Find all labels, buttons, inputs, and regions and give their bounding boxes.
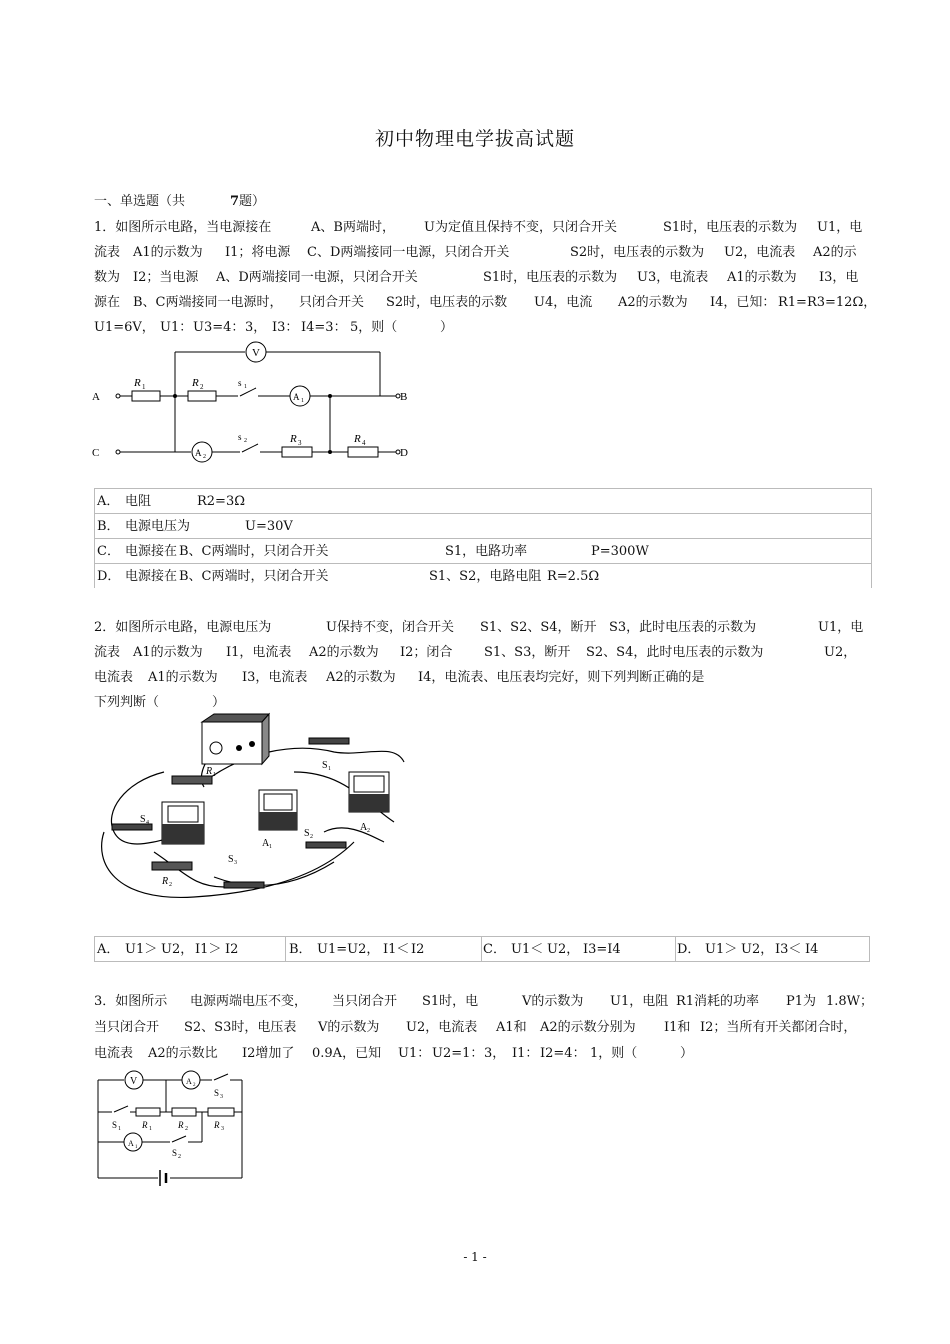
option-text: B、C两端时，只闭合开关 <box>179 544 329 559</box>
svg-text:2: 2 <box>169 882 172 888</box>
q3-text: V的示数为 <box>522 994 584 1009</box>
svg-text:S: S <box>140 814 146 825</box>
svg-text:2: 2 <box>367 828 370 834</box>
q2-text: U1，电 <box>818 620 864 635</box>
svg-text:2: 2 <box>310 834 313 840</box>
option-text: 电源接在 <box>125 569 178 584</box>
svg-text:A: A <box>186 1077 192 1086</box>
svg-text:R: R <box>214 1120 220 1130</box>
q1-text: U4，电流 <box>534 295 593 310</box>
svg-text:1: 1 <box>142 383 146 391</box>
option-text: U=30V <box>245 519 293 534</box>
svg-text:3: 3 <box>221 1126 224 1132</box>
q1-text: 数为 <box>94 270 121 285</box>
svg-text:R: R <box>134 377 141 389</box>
q2-option-c[interactable] <box>483 937 676 961</box>
q1-text: 5，则（ <box>350 320 398 335</box>
q3-text: 3， <box>484 1046 506 1061</box>
svg-text:1: 1 <box>301 398 304 404</box>
q2-options <box>94 936 870 962</box>
q1-text: U3=4： <box>193 320 245 335</box>
svg-text:R: R <box>192 377 199 389</box>
svg-text:S: S <box>112 1120 118 1130</box>
svg-text:R: R <box>142 1120 148 1130</box>
svg-text:S: S <box>214 1088 220 1098</box>
svg-text:2: 2 <box>244 438 247 444</box>
svg-text:R: R <box>178 1120 184 1130</box>
q1-option-c[interactable] <box>94 539 872 564</box>
q1-text: ） <box>440 320 454 335</box>
q3-text: 电源两端电压不变， <box>190 994 308 1009</box>
q1-text: U3，电流表 <box>637 270 709 285</box>
q1-text: U1： <box>160 320 193 335</box>
q1-option-b[interactable] <box>94 514 872 539</box>
q2-text: I2；闭合 <box>400 645 453 660</box>
svg-text:1: 1 <box>118 1126 121 1132</box>
q1-circuit-diagram <box>90 338 420 468</box>
svg-text:S: S <box>228 854 234 865</box>
q2-text: 流表 <box>94 645 121 660</box>
option-text: 电源接在 <box>125 544 178 559</box>
svg-text:2: 2 <box>203 454 206 460</box>
q1-text: I1；将电源 <box>225 245 291 260</box>
q3-text: I2=4： <box>540 1046 586 1061</box>
option-text: R2=3Ω <box>197 494 246 509</box>
q1-text: A2的示数为 <box>618 295 688 310</box>
q1-text: I3，电 <box>819 270 859 285</box>
q3-text: 1.8W； <box>826 994 874 1009</box>
svg-text:R: R <box>206 766 213 777</box>
svg-text:1: 1 <box>328 766 331 772</box>
option-text: I2 <box>225 942 239 957</box>
q1-text: S2时，电压表的示数为 <box>570 245 705 260</box>
option-key: B． <box>289 942 312 957</box>
option-key: C． <box>483 942 506 957</box>
option-text: U2， <box>547 942 580 957</box>
svg-text:C: C <box>92 447 100 459</box>
option-text: U1＞ <box>125 942 158 957</box>
q2-apparatus-illustration <box>94 712 414 912</box>
q3-text: A2的示数分别为 <box>540 1020 636 1035</box>
q3-text: I2增加了 <box>242 1046 295 1061</box>
q3-text: 3．如图所示 <box>94 994 168 1009</box>
option-key: D． <box>677 942 701 957</box>
option-text: P=300W <box>591 544 649 559</box>
option-text: B、C两端时，只闭合开关 <box>179 569 329 584</box>
q1-text: 只闭合开关 <box>299 295 365 310</box>
q3-text: I2；当所有开关都闭合时， <box>700 1020 857 1035</box>
q3-text: S1时，电 <box>422 994 479 1009</box>
option-text: S1，电路功率 <box>445 544 528 559</box>
q2-text: U保持不变，闭合开关 <box>326 620 454 635</box>
q3-text: ） <box>680 1046 694 1061</box>
option-text: I2 <box>411 942 425 957</box>
svg-text:1: 1 <box>149 1126 152 1132</box>
q1-option-a[interactable] <box>94 489 872 514</box>
q3-text: I1和 <box>664 1020 691 1035</box>
q1-text: A、D两端接同一电源，只闭合开关 <box>216 270 418 285</box>
q2-text: I4，电流表、电压表均完好，则下列判断正确的是 <box>418 670 705 685</box>
q3-text: R1消耗的功率 <box>676 994 760 1009</box>
option-text: S1、S2，电路电阻 <box>429 569 542 584</box>
q2-text: I3，电流表 <box>242 670 308 685</box>
q3-text: S2、S3时，电压表 <box>184 1020 297 1035</box>
q1-text: U为定值且保持不变，只闭合开关 <box>424 220 617 235</box>
q2-text: A2的示数为 <box>309 645 379 660</box>
svg-text:A: A <box>262 838 270 849</box>
svg-text:A: A <box>293 392 300 402</box>
svg-text:2: 2 <box>193 1083 196 1088</box>
q1-text: 流表 <box>94 245 121 260</box>
q2-text: A1的示数为 <box>133 645 203 660</box>
power-supply-icon <box>202 714 269 764</box>
q1-text: U1，电 <box>817 220 863 235</box>
q1-text: I4=3： <box>301 320 347 335</box>
q1-text: A1的示数为 <box>133 245 203 260</box>
svg-text:A: A <box>128 1139 134 1148</box>
option-text: U1＜ <box>511 942 544 957</box>
svg-text:S: S <box>304 828 310 839</box>
section-count: 7题） <box>230 194 266 209</box>
option-text: 电阻 <box>125 494 152 509</box>
option-text: 电源电压为 <box>125 519 191 534</box>
svg-text:A: A <box>360 822 368 833</box>
svg-text:3: 3 <box>234 860 237 866</box>
q1-text: U2，电流表 <box>724 245 796 260</box>
q1-text: S2时，电压表的示数 <box>386 295 508 310</box>
q1-text: U1=6V， <box>94 320 155 335</box>
svg-text:1: 1 <box>135 1145 138 1150</box>
svg-text:1: 1 <box>244 384 247 390</box>
q1-text: A1的示数为 <box>727 270 797 285</box>
q2-text: S1、S2、S4，断开 <box>480 620 597 635</box>
q1-text: R1=R3=12Ω， <box>778 295 877 310</box>
ammeter-a2-icon <box>349 772 389 812</box>
svg-text:S: S <box>322 760 328 771</box>
option-key: B． <box>97 519 120 534</box>
svg-text:2: 2 <box>185 1126 188 1132</box>
q1-options <box>94 488 872 589</box>
q2-text: S1、S3，断开 <box>484 645 571 660</box>
q1-text: A、B两端时， <box>311 220 395 235</box>
q3-text: U1： <box>398 1046 431 1061</box>
q3-text: A2的示数比 <box>148 1046 218 1061</box>
svg-text:3: 3 <box>220 1094 223 1100</box>
svg-text:S: S <box>172 1148 178 1158</box>
q3-circuit-diagram <box>94 1070 254 1190</box>
option-text: I4 <box>805 942 819 957</box>
option-key: C． <box>97 544 120 559</box>
q2-text: A2的示数为 <box>326 670 396 685</box>
q1-text: 3， <box>245 320 267 335</box>
svg-text:3: 3 <box>298 439 302 447</box>
page-title: 初中物理电学拔高试题 <box>374 128 575 150</box>
q3-text: U1，电阻 <box>610 994 669 1009</box>
svg-text:R: R <box>162 876 169 887</box>
option-text: I3=I4 <box>583 942 621 957</box>
ammeter-a1-icon <box>259 790 297 830</box>
svg-text:s: s <box>238 378 242 388</box>
q2-option-a[interactable] <box>95 937 286 961</box>
q2-text: U2， <box>824 645 857 660</box>
option-text: I3＜ <box>775 942 802 957</box>
q3-text: 当只闭合开 <box>332 994 398 1009</box>
q2-text: 2．如图所示电路，电源电压为 <box>94 620 272 635</box>
q3-text: 当只闭合开 <box>94 1020 160 1035</box>
option-text: U1=U2， <box>317 942 380 957</box>
svg-text:V: V <box>130 1076 138 1087</box>
q1-text: I2；当电源 <box>133 270 199 285</box>
option-key: D． <box>97 569 121 584</box>
section-label: 一、单选题（共 <box>94 194 186 209</box>
q2-text: 电流表 <box>94 670 134 685</box>
q3-text: 0.9A，已知 <box>312 1046 382 1061</box>
q1-text: 1．如图所示电路，当电源接在 <box>94 220 272 235</box>
page-number: - 1 - <box>463 1250 487 1264</box>
svg-text:A: A <box>92 391 100 403</box>
svg-text:V: V <box>252 347 260 359</box>
q1-text: I4，已知： <box>710 295 776 310</box>
option-key: A． <box>97 942 120 957</box>
svg-text:1: 1 <box>269 844 272 850</box>
voltmeter-icon <box>162 802 204 844</box>
option-key: A． <box>97 494 120 509</box>
q1-text: S1时，电压表的示数为 <box>663 220 798 235</box>
option-text: R=2.5Ω <box>547 569 600 584</box>
q2-text: S3，此时电压表的示数为 <box>609 620 757 635</box>
option-text: U2， <box>741 942 774 957</box>
svg-text:2: 2 <box>178 1154 181 1160</box>
q3-text: I1： <box>512 1046 539 1061</box>
q1-option-d[interactable] <box>94 564 872 588</box>
q1-text: 源在 <box>94 295 121 310</box>
q3-text: U2=1： <box>432 1046 484 1061</box>
q1-text: B、C两端接同一电源时， <box>133 295 283 310</box>
option-text: U2， <box>161 942 194 957</box>
svg-text:D: D <box>400 447 408 459</box>
svg-text:4: 4 <box>362 439 366 447</box>
svg-text:4: 4 <box>146 820 149 826</box>
svg-text:R: R <box>290 433 297 445</box>
q3-text: U2，电流表 <box>406 1020 478 1035</box>
option-text: I1＞ <box>195 942 222 957</box>
q2-text: A1的示数为 <box>148 670 218 685</box>
q2-text: ） <box>212 695 226 710</box>
svg-text:B: B <box>400 391 408 403</box>
q1-text: A2的示 <box>813 245 857 260</box>
q1-text: C、D两端接同一电源，只闭合开关 <box>307 245 510 260</box>
option-text: U1＞ <box>705 942 738 957</box>
q1-text: I3： <box>272 320 299 335</box>
svg-text:A: A <box>195 448 202 458</box>
q1-text: S1时，电压表的示数为 <box>483 270 618 285</box>
q3-text: A1和 <box>496 1020 527 1035</box>
option-text: I1＜ <box>383 942 410 957</box>
q2-text: 下列判断（ <box>94 695 160 710</box>
svg-text:1: 1 <box>213 772 216 778</box>
q3-text: V的示数为 <box>318 1020 380 1035</box>
q3-text: 1，则（ <box>590 1046 638 1061</box>
q2-text: S2、S4，此时电压表的示数为 <box>586 645 764 660</box>
q3-text: P1为 <box>786 994 817 1009</box>
svg-text:s: s <box>238 432 242 442</box>
svg-text:R: R <box>354 433 361 445</box>
q2-text: I1，电流表 <box>226 645 292 660</box>
svg-text:2: 2 <box>200 383 204 391</box>
q2-option-b[interactable] <box>287 937 482 961</box>
q2-option-d[interactable] <box>677 937 867 961</box>
q3-text: 电流表 <box>94 1046 134 1061</box>
